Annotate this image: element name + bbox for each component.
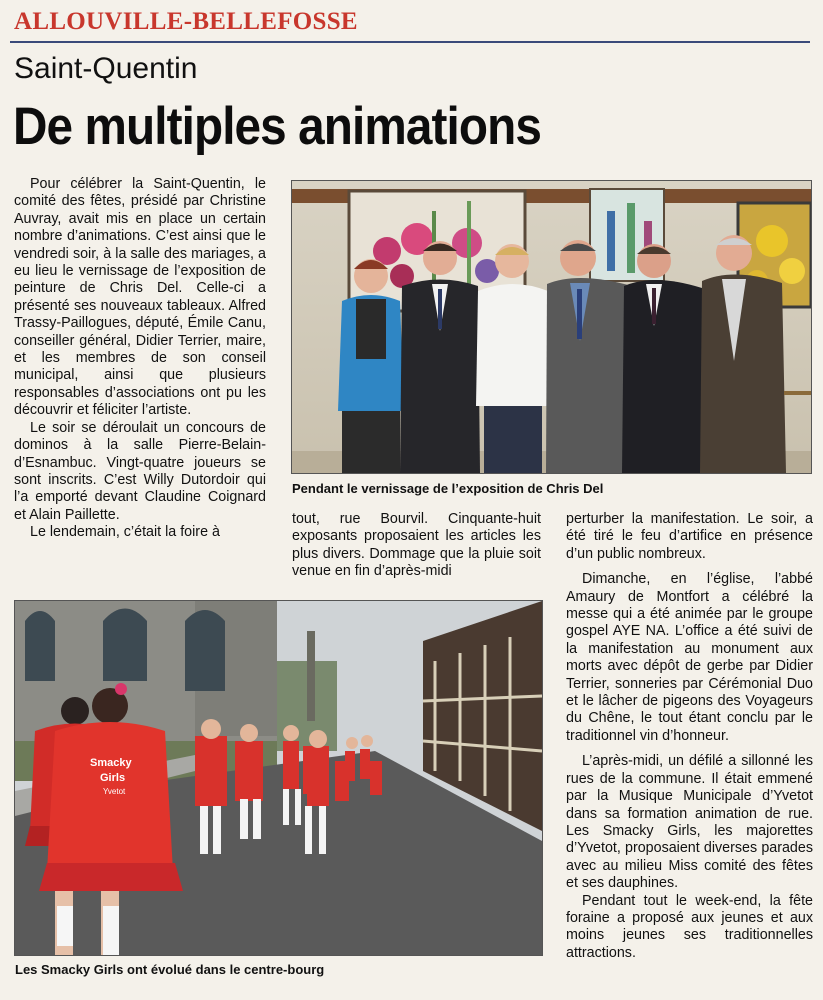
jacket-print-2: Girls [100,772,126,784]
paragraph: Pour célébrer la Saint-Quentin, le comité des fêtes, présidé par Christine Auvray, avait mis en place un certain nombre d’animations. C’est ainsi que le vendredi soir, à la salle des mariages, a eu lieu le vernissage de l’exposition de peinture de Chris Del. Celle-ci a présenté ses nouveaux tableaux. Alfred Trassy-Paillogues, député, Émile Canu, conseiller général, Didier Terrier, maire, et les membres de son conseil municipal, ainsi que plusieurs responsables d’associations ont pu les découvrir et féliciter l’artiste. [14,176,266,419]
paragraph: Le soir se déroulait un concours de dominos à la salle Pierre-Belain-d’Esnambuc. Vingt-quatre joueurs se sont inscrits. C’est Willy Dutordoir qui l’a emporté devant Claudine Coignard et Alain Paillette. [14,419,266,523]
locality-kicker: Saint-Quentin [14,52,198,85]
parade-caption: Les Smacky Girls ont évolué dans le centre-bourg [15,962,325,977]
paragraph: Le lendemain, c’était la foire à [30,524,220,541]
show-through-text [486,14,490,29]
paragraph: tout, rue Bourvil. Cinquante-huit exposants proposaient les articles les plus divers. Dommage que la pluie soit venue en fin d’après-midi [292,511,541,580]
paragraph: L’après-midi, un défilé a sillonné les rues de la commune. Il était emmené par la Musique Municipale d’Yvetot dans sa formation animation de rue. Les Smacky Girls, les majorettes d’Yvetot, proposaient diverses parades avec au milieu Miss comité des fêtes et ses dauphines. [566,753,813,892]
article-column-3 [566,511,813,962]
vernissage-photo [291,180,812,474]
paragraph: Pendant tout le week-end, la fête foraine a proposé aux jeunes et aux moins jeunes ses traditionnelles attractions. [566,892,813,961]
article-column-1 [14,176,266,542]
jacket-print-1: Smacky [90,757,132,769]
jacket-print-3: Yvetot [103,787,126,796]
header-rule [10,41,810,43]
section-title: ALLOUVILLE-BELLEFOSSE [14,8,358,35]
parade-photo [14,600,543,956]
paragraph: Dimanche, en l’église, l’abbé Amaury de Montfort a célébré la messe qui a été animée par le groupe gospel AYE NA. L’office a été suivi de la manifestation au monument aux morts avec dépôt de gerbe par Didier Terrier, sonneries par Cérémonial Duo et le lâcher de pigeons des Voyageurs du Chêne, le tout étant conclu par le traditionnel vin d’honneur. [566,571,813,744]
article-column-2 [292,511,541,581]
headline: De multiples animations [13,97,541,156]
paragraph: perturber la manifestation. Le soir, a été tiré le feu d’artifice en présence d’un public nombreux. [566,511,813,562]
vernissage-caption: Pendant le vernissage de l’exposition de Chris Del [292,481,604,496]
